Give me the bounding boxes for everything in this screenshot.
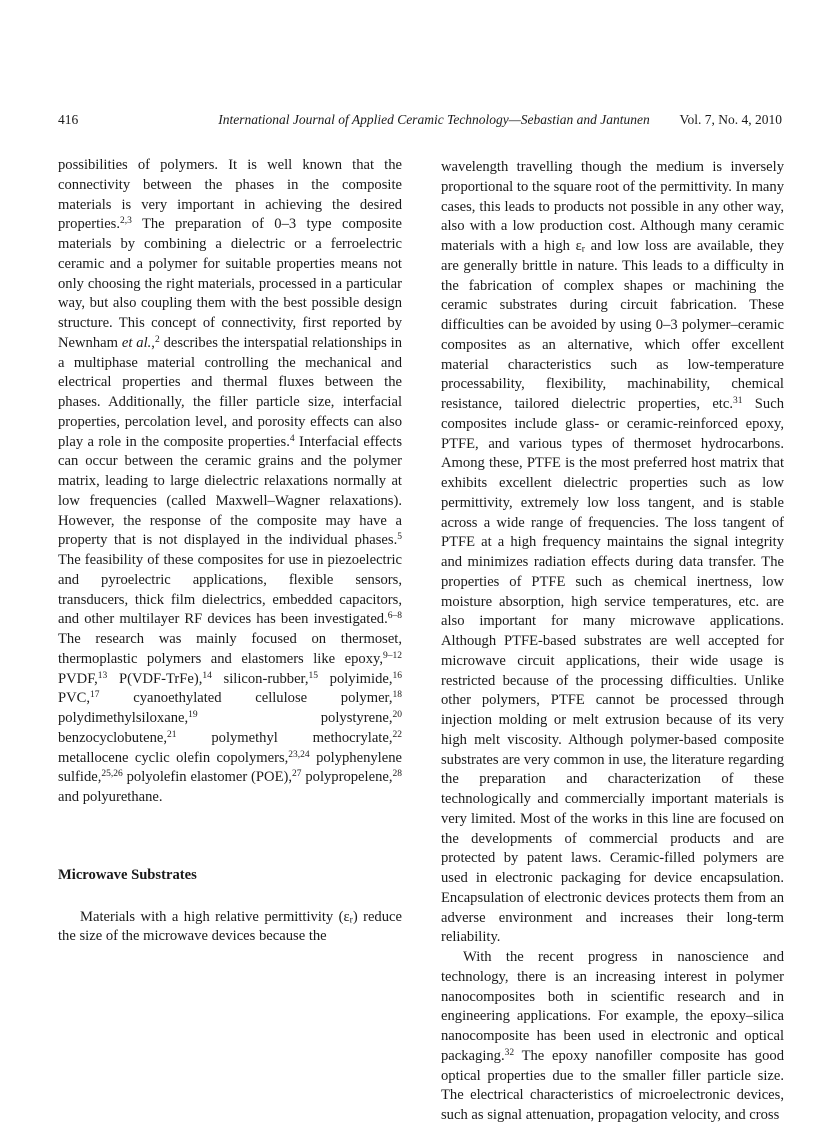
text-run-italic: et al.: [121, 334, 152, 351]
text-run: describes the interspatial relationships in a multiphase material controlling the mechanical and electrical properties and thermal fluxes between the phases. Additionally, the filler particle size, interfacial properties, percolation level, and porosity effects can also play a role in the composite properties.: [58, 334, 402, 450]
text-run: and polyurethane.: [58, 789, 163, 805]
subscript: r: [581, 244, 585, 255]
text-run: benzocyclobutene,: [58, 729, 167, 746]
text-run: polyimide,: [317, 670, 393, 687]
citation[interactable]: 13: [97, 670, 108, 681]
citation[interactable]: 17: [90, 690, 100, 701]
citation[interactable]: 25,26: [101, 769, 123, 780]
text-run: P(VDF-TrFe),: [107, 670, 203, 687]
text-run: Interfacial effects can occur between the ceramic grains and the polymer matrix, leading to large dielectric relaxations normally at low frequencies (called Maxwell–Wagner relaxations). However, the response of the composite may have a property that is not displayed in the individual phases.: [58, 433, 402, 549]
text-run: polyolefin elastomer (POE),: [122, 769, 292, 786]
text-run: polypropelene,: [301, 769, 393, 786]
text-run: Materials with a high relative permittivity (ε: [80, 908, 350, 925]
text-run: ,: [151, 334, 155, 351]
citation[interactable]: 18: [392, 690, 402, 701]
citation[interactable]: 31: [732, 395, 743, 406]
citation[interactable]: 27: [292, 769, 302, 780]
text-run: polyphenylene sulfide,: [58, 749, 402, 786]
text-run: The feasibility of these composites for use in piezoelectric and pyroelectric applications, flexible sensors, transducers, thick film dielectrics, embedded capacitors, and other multilayer RF devices has been investigated.: [58, 552, 402, 628]
text-run: and low loss are available, they are generally brittle in nature. This leads to a difficulty in the fabrication of complex shapes or machining the ceramic substrates during circuit fabrication. These difficulties can be avoided by using 0–3 polymer–ceramic composites as an alternative, which offer excellent material characteristics such as low-temperature processability, flexibility, machinability, chemical resistance, tailored dielectric properties, etc.: [441, 238, 784, 412]
text-run: ) reduce the size of the microwave devices because the: [58, 908, 402, 945]
text-run: possibilities of polymers. It is well known that the connectivity between the phases in the composite materials is very important in achieving the desired properties.: [58, 157, 402, 233]
paragraph-microwave: [58, 908, 402, 948]
section-heading: Microwave Substrates: [58, 866, 197, 883]
text-run: With the recent progress in nanoscience and technology, there is an increasing interest in polymer nanocomposites both in scientific research and in engineering applications. For example, the epoxy–silica nanocomposite has been used in electronic and optical packaging.: [441, 949, 784, 1064]
citation[interactable]: 23,24: [288, 749, 310, 760]
text-run: metallocene cyclic olefin copolymers,: [58, 749, 289, 766]
volume-info: Vol. 7, No. 4, 2010: [679, 112, 782, 127]
citation[interactable]: 16: [392, 670, 402, 681]
citation[interactable]: 15: [308, 670, 318, 681]
paragraph-connectivity: [58, 156, 402, 808]
citation[interactable]: 28: [392, 769, 402, 780]
citation[interactable]: 19: [188, 709, 198, 720]
running-header: [58, 110, 782, 130]
page-number: 416: [58, 112, 79, 127]
citation[interactable]: 32: [504, 1047, 515, 1058]
citation[interactable]: 6–8: [387, 611, 402, 622]
text-run: silicon-rubber,: [211, 670, 309, 687]
citation[interactable]: 22: [392, 729, 402, 740]
text-run: The epoxy nanofiller composite has good optical properties due to the smaller filler particle size. The electrical characteristics of microelectronic devices, such as signal attenuation, propagation velocity, and cross: [441, 1047, 784, 1123]
paragraph-wavelength: [441, 158, 784, 948]
citation[interactable]: 4: [289, 433, 295, 444]
journal-title: International Journal of Applied Ceramic Technology—Sebastian and Jantunen: [218, 112, 650, 127]
subscript: r: [349, 914, 353, 925]
citation[interactable]: 2: [154, 334, 160, 345]
text-run: PVC,: [58, 690, 91, 707]
citation[interactable]: 21: [167, 729, 177, 740]
citation[interactable]: 9–12: [383, 650, 402, 661]
text-run: The preparation of 0–3 type composite materials by combining a dielectric or a ferroelectric ceramic and a polymer for suitable properties means not only choosing the right materials, processed in a particular way, but also coupling them with the best possible design structure. This concept of connectivity, first reported by Newnham: [58, 216, 402, 351]
text-run: PVDF,: [58, 670, 98, 687]
citation[interactable]: 5: [397, 532, 402, 543]
right-column: [441, 158, 784, 1126]
citation[interactable]: 2,3: [120, 216, 132, 227]
paragraph-nanocomposites: [441, 948, 784, 1126]
left-column: [58, 156, 402, 947]
text-run: polydimethylsiloxane,: [58, 710, 189, 726]
text-run: Such composites include glass- or ceramic-reinforced epoxy, PTFE, and various types of thermoset hydrocarbons. Among these, PTFE is the most preferred host matrix that exhibits excellent dielectric properties such as low permittivity, extremely low loss tangent, and is stable across a wide range of frequencies. The loss tangent of PTFE at a high frequency maintains the signal integrity and minimizes radiation effects during data transfer. The properties of PTFE such as chemical inertness, low moisture absorption, high service temperatures, etc. are also important for many microwave applications. Although PTFE-based substrates are well accepted for microwave circuit applications, their wide usage is restricted because of the processing difficulties. Unlike other polymers, PTFE cannot be processed through injection molding or melt extrusion because of its very high melt viscosity. Although polymer-based composite substrates are very common in use, the literature regarding the preparation and characterization of these technologically and commercially important materials is very limited. Most of the works in this line are focused on the developments of commercial products and are protected by patent laws. Ceramic-filled polymers are used in electronic packaging for device encapsulation. Encapsulation of electronic devices protects them from an adverse environment and increases their long-term reliability.: [441, 396, 784, 946]
text-run: wavelength travelling though the medium is inversely proportional to the square root of the permittivity. In many cases, this leads to products not possible in any other way, also with a low production cost. Although many ceramic materials with a high ε: [441, 159, 784, 254]
citation[interactable]: 14: [202, 670, 212, 681]
text-run: cyanoethylated cellulose polymer,: [99, 690, 393, 707]
text-run: The research was mainly focused on thermoset, thermoplastic polymers and elastomers like epoxy,: [58, 631, 402, 667]
citation[interactable]: 20: [392, 709, 402, 720]
text-run: polymethyl methocrylate,: [176, 729, 393, 746]
text-run: polystyrene,: [197, 710, 393, 726]
